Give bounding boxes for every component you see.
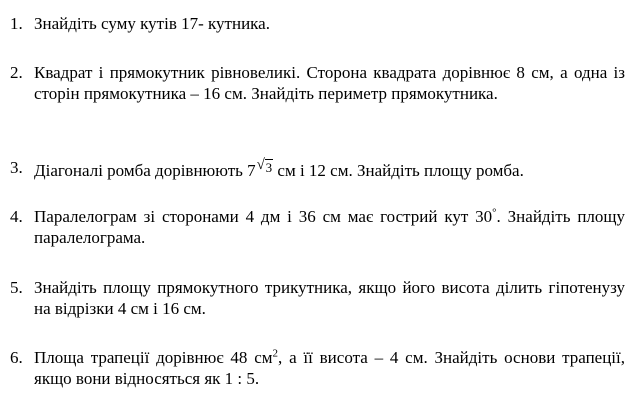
- problem-2: [10, 62, 625, 104]
- problem-1: [10, 13, 625, 34]
- problem-4: [10, 206, 625, 248]
- problem-6: [10, 347, 625, 389]
- problem-text-before: Діагоналі ромба дорівнюють 7: [34, 161, 256, 180]
- problem-3: [10, 157, 625, 181]
- problem-number: 4.: [10, 207, 23, 226]
- problem-text: [34, 157, 625, 181]
- radicand: 3: [265, 160, 273, 175]
- problem-number: 3.: [10, 158, 23, 177]
- exponent: 2: [272, 347, 279, 360]
- problem-text-before: Паралелограм зі сторонами 4 дм і 36 см має гострий кут 30: [34, 207, 493, 226]
- problem-number: 5.: [10, 278, 23, 297]
- problem-number: 6.: [10, 348, 23, 367]
- problem-text: Квадрат і прямокутник рівновеликі. Сторона квадрата дорівнює 8 см, а одна із сторін прямокутника – 16 см. Знайдіть периметр прямокутника.: [34, 63, 625, 103]
- problem-text-after: см і 12 см. Знайдіть площу ромба.: [277, 161, 524, 180]
- problem-text: [34, 206, 625, 248]
- problem-text: [34, 347, 625, 389]
- radical-sign: √: [256, 157, 265, 173]
- problem-text-before: Площа трапеції дорівнює 48 см: [34, 348, 273, 367]
- problem-text-after: , а її висота – 4 см. Знайдіть основи трапеції, якщо вони відносяться як 1 : 5.: [34, 348, 626, 388]
- degree-sign: °: [492, 206, 497, 219]
- square-root: [257, 157, 274, 178]
- problem-number: 1.: [10, 14, 23, 33]
- problem-5: [10, 277, 625, 319]
- problem-text: Знайдіть площу прямокутного трикутника, якщо його висота ділить гіпотенузу на відрізки 4 см і 16 см.: [34, 278, 625, 318]
- problem-text: Знайдіть суму кутів 17- кутника.: [34, 14, 270, 33]
- problem-text-after: . Знайдіть площу паралелограма.: [34, 207, 625, 247]
- problem-number: 2.: [10, 63, 23, 82]
